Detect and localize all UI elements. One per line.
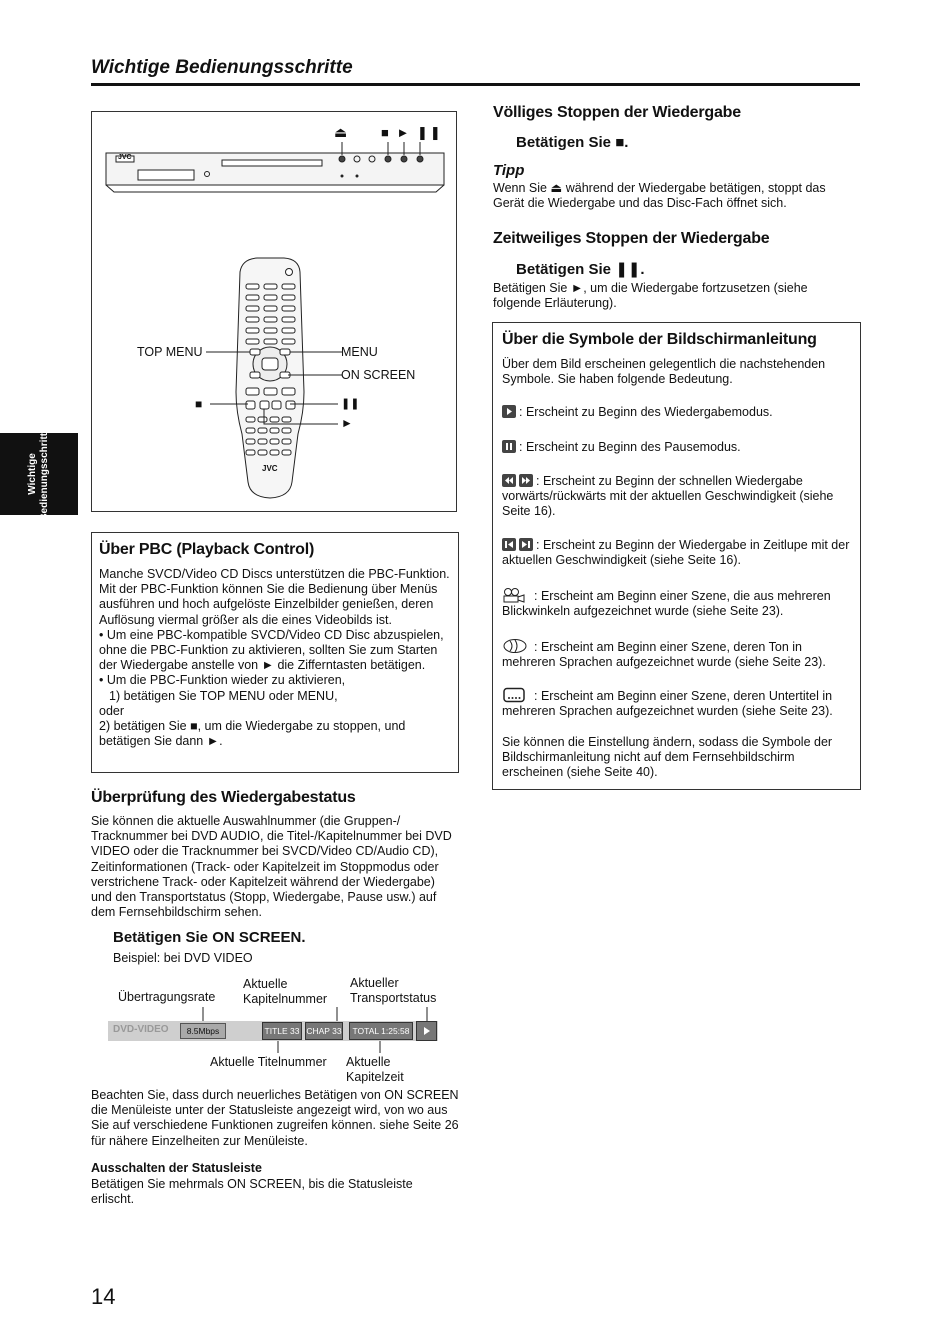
symbols-outro: Sie können die Einstellung ändern, sodass die Symbole der Bildschirmanleitung nicht auf dem Fernsehbildschirm erscheinen (siehe Seite 40). [502,735,833,780]
callout-transport-l1: Aktueller [350,976,399,990]
symbols-heading: Über die Symbole der Bildschirmanleitung [502,331,817,348]
tip-label: Tipp [493,162,525,179]
eject-label: ⏏ [334,124,348,140]
callout-transport [350,976,436,1006]
stop-label: ■ [195,397,203,411]
device-illustration [92,112,458,513]
audio-language-icon [502,638,528,654]
symbol-row-slow [502,538,852,568]
stop-action: Betätigen Sie ■. [516,134,629,151]
pbc-p2: Mit der PBC-Funktion können Sie die Bedienung über Menüs ausführen und hoch aufgelöste Einzelbilder genießen, deren Auflösung viermal größer als die eines Videobilds ist. [99,582,438,627]
figure-box [91,111,457,512]
play-symbol-icon [502,405,516,418]
callout-time-l1: Aktuelle [346,1055,391,1069]
slow-reverse-symbol-icon [502,538,516,551]
symbol-row-play [502,405,852,420]
status-heading: Überprüfung des Wiedergabestatus [91,789,356,806]
pbc-heading: Über PBC (Playback Control) [99,541,315,558]
symbol-row-angle [502,587,852,619]
menu-label: MENU [341,345,378,359]
fast-playback-icon [519,474,533,487]
pause-label: ❚❚ [341,398,360,410]
pbc-text [99,567,454,749]
page-title: Wichtige Bedienungsschritte [91,57,353,78]
callout-rate: Übertragungsrate [118,990,216,1004]
dvd-player [106,142,444,192]
callout-time-l2: Kapitelzeit [346,1070,404,1085]
on-screen-label: ON SCREEN [341,368,416,382]
status-bar-chap: CHAP 33 [305,1022,343,1040]
off-heading: Ausschalten der Statusleiste [91,1161,262,1175]
symbol-row-subtitle [502,687,852,719]
callout-chapter-l2: Kapitelnummer [243,992,328,1007]
camera-angle-icon [502,587,528,603]
subtitle-icon [502,687,528,703]
pause-action: Betätigen Sie ❚❚. [516,261,645,278]
symbol-text-subtitle: : Erscheint am Beginn einer Szene, deren Untertitel in mehreren Sprachen aufgezeichnet wurden (siehe Seite 23). [502,689,833,719]
status-text: Sie können die aktuelle Auswahlnummer (die Gruppen-/ Tracknummer bei DVD AUDIO, die Titel-/Kapitelnummer bei DVD VIDEO oder die Tracknummer bei SVCD/Video CD/Audio CD), Zeitinformationen (Track- oder Kapitelzeit im Stoppmodus oder verstrichene Track- oder Kapitelzeit während der Wiedergabe) und den Transportstatus (Stopp, Wiedergabe, Pause usw.) auf dem Fernsehbildschirm sehen. [91,814,452,920]
pbc-p1: Manche SVCD/Video CD Discs unterstützen die PBC-Funktion. [99,567,450,581]
callout-time [346,1055,404,1085]
callout-title: Aktuelle Titelnummer [210,1055,327,1069]
symbol-text-pause: : Erscheint zu Beginn des Pausemodus. [519,440,741,454]
side-tab-line1: Wichtige [27,453,38,495]
pause-text: Betätigen Sie ►, um die Wiedergabe fortzusetzen (siehe folgende Erläuterung). [493,281,808,311]
remote-control [206,258,342,498]
slow-motion-icon [519,538,533,551]
status-action: Betätigen Sie ON SCREEN. [113,929,306,946]
symbol-row-audio [502,638,852,670]
stop-heading: Völliges Stoppen der Wiedergabe [493,104,741,121]
symbol-text-fast: : Erscheint zu Beginn der schnellen Wiedergabe vorwärts/rückwärts mit der aktuellen Geschwindigkeit (siehe Seite 16). [502,474,834,519]
pbc-b2: • Um die PBC-Funktion wieder zu aktivieren, [99,673,346,688]
callout-chapter-l1: Aktuelle [243,977,288,991]
status-bar-disc: DVD-VIDEO [113,1024,169,1035]
status-bar [108,1021,438,1041]
off-text: Betätigen Sie mehrmals ON SCREEN, bis die Statusleiste erlischt. [91,1177,413,1207]
status-example: Beispiel: bei DVD VIDEO [113,951,253,965]
pbc-box [91,532,459,773]
pbc-b2a: 1) betätigen Sie TOP MENU oder MENU, [109,688,338,703]
pause-heading: Zeitweiliges Stoppen der Wiedergabe [493,230,770,247]
symbol-text-audio: : Erscheint am Beginn einer Szene, deren Ton in mehreren Sprachen aufgezeichnet wurde (siehe Seite 23). [502,640,826,670]
pbc-b1: • Um eine PBC-kompatible SVCD/Video CD Disc abzuspielen, ohne die PBC-Funktion zu aktivieren, sollten Sie zum Starten der Wiedergabe anstelle von ► die Zifferntasten betätigen. [99,627,444,673]
status-note: Beachten Sie, dass durch neuerliches Betätigen von ON SCREEN die Menüleiste unter der Statusleiste angezeigt wird, von wo aus Sie auf verschiedene Funktionen zugreifen können. siehe Seite 26 für nähere Einzelheiten zur Menüleiste. [91,1088,459,1148]
symbol-row-pause [502,440,852,455]
symbol-text-angle: : Erscheint am Beginn einer Szene, die aus mehreren Blickwinkeln aufgezeichnet wurde (siehe Seite 23). [502,589,831,619]
page-number: 14 [91,1284,116,1309]
rewind-symbol-icon [502,474,516,487]
status-bar-total: TOTAL 1:25:58 [349,1022,413,1040]
pause-symbol-icon [502,440,516,453]
side-tab-line2: Bedienungsschritte [39,427,50,521]
status-bar-title: TITLE 33 [262,1022,302,1040]
side-tab [0,427,78,521]
pbc-b2b: oder [99,703,125,718]
remote-brand-label: JVC [262,464,278,473]
status-bar-rate: 8.5Mbps [180,1023,226,1039]
callout-chapter [243,977,327,1007]
tip-text: Wenn Sie ⏏ während der Wiedergabe betätigen, stoppt das Gerät die Wiedergabe und das Disc-Fach öffnet sich. [493,181,826,211]
play-label: ► [341,416,353,430]
symbol-text-play: : Erscheint zu Beginn des Wiedergabemodus. [519,405,773,419]
symbol-row-fast [502,474,852,520]
brand-label: JVC [118,154,132,161]
symbols-intro: Über dem Bild erscheinen gelegentlich die nachstehenden Symbole. Sie haben folgende Bedeutung. [502,357,826,387]
symbol-text-slow: : Erscheint zu Beginn der Wiedergabe in Zeitlupe mit der aktuellen Geschwindigkeit (siehe Seite 16). [502,538,850,568]
pbc-b2c: 2) betätigen Sie ■, um die Wiedergabe zu stoppen, und betätigen Sie dann ►. [99,719,406,749]
stop-play-pause-label: ■ ► ❚❚ [381,125,443,140]
top-menu-label: TOP MENU [137,345,203,359]
callout-transport-l2: Transportstatus [350,991,437,1006]
title-rule [91,83,860,86]
status-bar-play-icon [416,1021,437,1041]
symbols-box [492,322,861,790]
